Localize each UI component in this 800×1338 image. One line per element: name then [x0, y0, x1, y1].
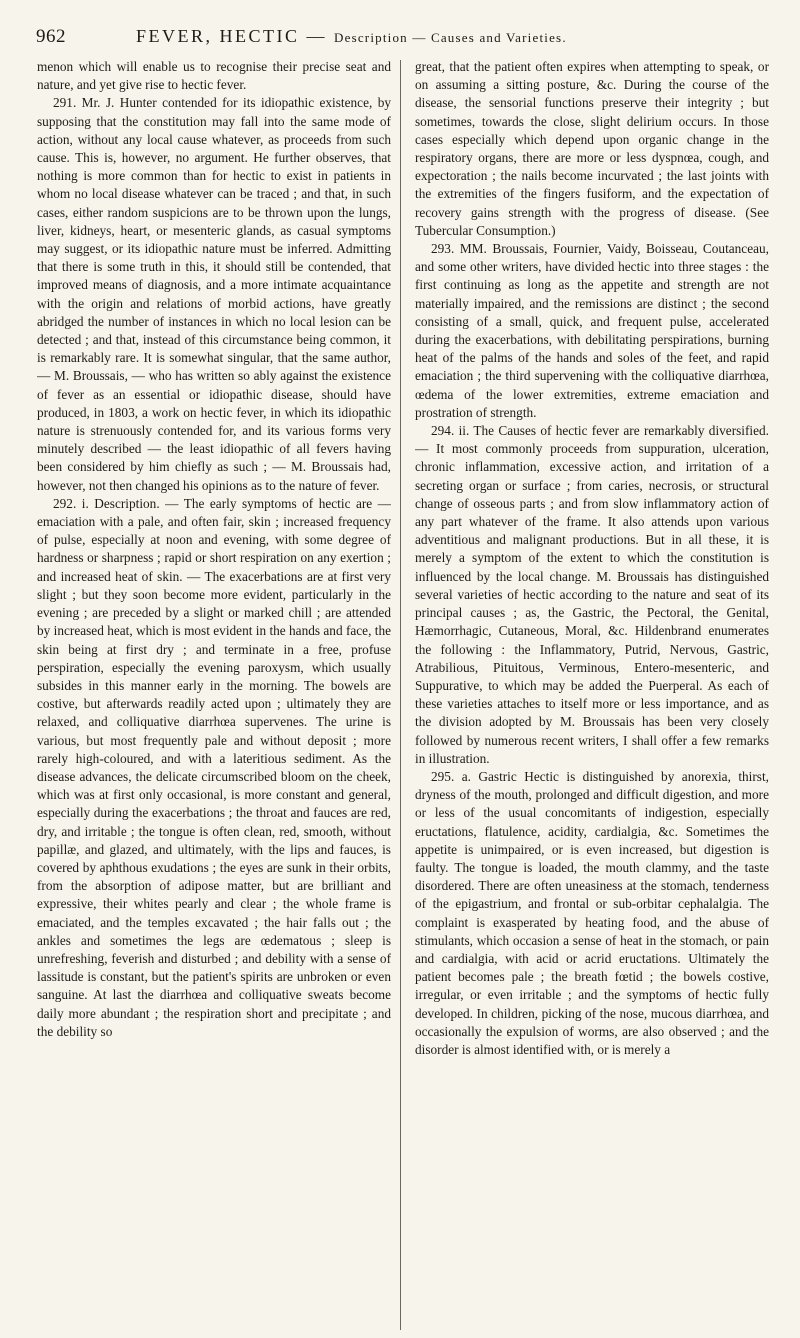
page-number: 962 — [36, 26, 66, 47]
running-head-subtitle: Description — Causes and Varieties. — [334, 30, 567, 45]
column-divider — [400, 60, 401, 1330]
left-column — [37, 58, 391, 1330]
paragraph-continued: menon which will enable us to recognise their precise seat and nature, and yet give rise to hectic fever. — [37, 59, 391, 93]
paragraph-continued-right: great, that the patient often expires when attempting to speak, or on assuming a sitting posture, &c. During the course of the disease, the sensorial functions preserve their integrity ; but sometimes, towards the close, slight delirium occurs. In those cases especially which depend upon organic change in the respiratory organs, there are more or less dyspnœa, cough, and expectoration ; the nails become incurvated ; the last joints with the extremities of the fingers fusiform, and the expectation of recovery gains strength with the progress of disease. (See Tubercular Consumption.) — [415, 59, 769, 238]
paragraph-291: 291. Mr. J. Hunter contended for its idiopathic existence, by supposing that the constitution may fall into the same mode of action, without any local cause whatever, as proceeds from such cause. This is, however, no argument. He further observes, that nothing is more common than for hectic to exist in patients in whom no local disease whatever can be traced ; and that, in such cases, either random suspicions are to be thrown upon the lungs, liver, kidneys, heart, or mesenteric glands, as casual symptoms may suggest, or its idiopathic nature must be inferred. Admitting that there is some truth in this, it should still be contended, that improved means of diagnosis, and a more intimate acquaintance with the origin and relations of morbid actions, have greatly abridged the number of instances in which no local lesion can be detected ; and that, instead of this circumstance being common, it is remarkably rare. It is somewhat singular, that the same author, — M. Broussais, — who has written so ably against the existence of fever as an essential or idiopathic disease, should have produced, in 1803, a work on hectic fever, in which its idiopathic nature is strenuously contended for, and its various forms very minutely described — the least idiopathic of all fevers having been considered by him chiefly as such ; — M. Broussais had, however, not then changed his opinions as to the nature of fever. — [37, 95, 391, 493]
paragraph-295: 295. a. Gastric Hectic is distinguished by anorexia, thirst, dryness of the mouth, prolonged and difficult digestion, and more or less of the usual concomitants of indigestion, especially eructations, flatulence, acidity, cardialgia, &c. Sometimes the appetite is unimpaired, or is even increased, but digestion is faulty. The tongue is loaded, the mouth clammy, and the taste disordered. There are often uneasiness at the stomach, tenderness of the epigastrium, and frontal or sub-orbitar cephalalgia. The complaint is exasperated by heating food, and the abuse of stimulants, which occasion a sense of heat in the stomach, or pain and cardialgia, with acid or acrid eructations. Ultimately the patient becomes pale ; the breath fœtid ; the bowels costive, irregular, or even irritable ; and the symptoms of hectic fully developed. In children, picking of the nose, mucous diarrhœa, and occasionally the expulsion of worms, are also observed ; and the disorder is almost identified with, or is merely a — [415, 768, 769, 1057]
paragraph-294: 294. ii. The Causes of hectic fever are remarkably diversified. — It most commonly proceeds from suppuration, ulceration, chronic inflammation, excessive action, and irritation of a secreting organ or surface ; from caries, necrosis, or structural change of osseous parts ; and from slow inflammatory action of any part whatever of the frame. It also attends upon various adventitious and malignant productions. But in all these, it is merely a symptom of the extent to which the constitution is influenced by the local change. M. Broussais has distinguished several varieties of hectic according to the nature and seat of its principal causes ; as, the Gastric, the Pectoral, the Genital, Hæmorrhagic, Cutaneous, Moral, &c. Hildenbrand enumerates the following : the Inflammatory, Putrid, Nervous, Gastric, Atrabilious, Pituitous, Verminous, Entero-mesenteric, and Suppurative, to which may be added the Puerperal. As each of these varieties attaches to itself more or less importance, and as the division adopted by M. Broussais has been very closely followed by numerous recent writers, I shall offer a few remarks in illustration. — [415, 423, 769, 766]
running-head-title: FEVER, HECTIC — — [136, 26, 335, 46]
paragraph-293: 293. MM. Broussais, Fournier, Vaidy, Boisseau, Coutanceau, and some other writers, have divided hectic into three stages : the first continuing as long as the appetite and strength are not materially impaired, and the remissions are distinct ; the second consisting of a small, quick, and frequent pulse, accelerated during the exacerbations, with debilitating perspirations, burning heat of the palms of the hands and soles of the feet, and rapid emaciation ; the third supervening with the colliquative diarrhœa, œdema of the lower extremities, extreme emaciation and prostration of strength. — [415, 241, 769, 420]
right-column — [415, 58, 769, 1330]
page-header — [36, 26, 776, 48]
running-head — [136, 26, 567, 47]
paragraph-292: 292. i. Description. — The early symptoms of hectic are — emaciation with a pale, and often fair, skin ; increased frequency of pulse, especially at noon and evening, with some degree of hardness or sharpness ; rapid or short respiration on any exertion ; and increased heat of skin. — The exacerbations are at first very slight ; but they soon become more evident, particularly in the evening ; are preceded by a slight or marked chill ; are attended by increased heat, which is most evident in the hands and face, the skin being at first dry ; and terminate in a free, profuse perspiration, especially the evening paroxysm, which usually subsides in this manner early in the morning. The bowels are costive, but afterwards readily acted upon ; ultimately they are relaxed, and colliquative diarrhœa supervenes. The urine is various, but most frequently pale and without deposit ; more rarely high-coloured, and with a lateritious sediment. As the disease advances, the delicate circumscribed bloom on the cheek, which was at first only occasional, is more constant and general, especially during the exacerbations ; the throat and fauces are red, dry, and irritable ; the tongue is often clean, red, smooth, without papillæ, and glazed, and ultimately, with the lips and fauces, is covered by aphthous exudations ; the eyes are sunk in their orbits, from the absorption of adipose matter, but are brilliant and expressive, their whites pearly and clear ; the whole frame is emaciated, and the temples excavated ; the hair falls out ; the ankles and sometimes the legs are œdematous ; sleep is unrefreshing, feverish and disturbed ; and debility with a sense of lassitude is constant, but the patient's spirits are unbroken or even sanguine. At last the diarrhœa and colliquative sweats become daily more abundant ; the respiration short and precipitate ; and the debility so — [37, 495, 391, 1039]
